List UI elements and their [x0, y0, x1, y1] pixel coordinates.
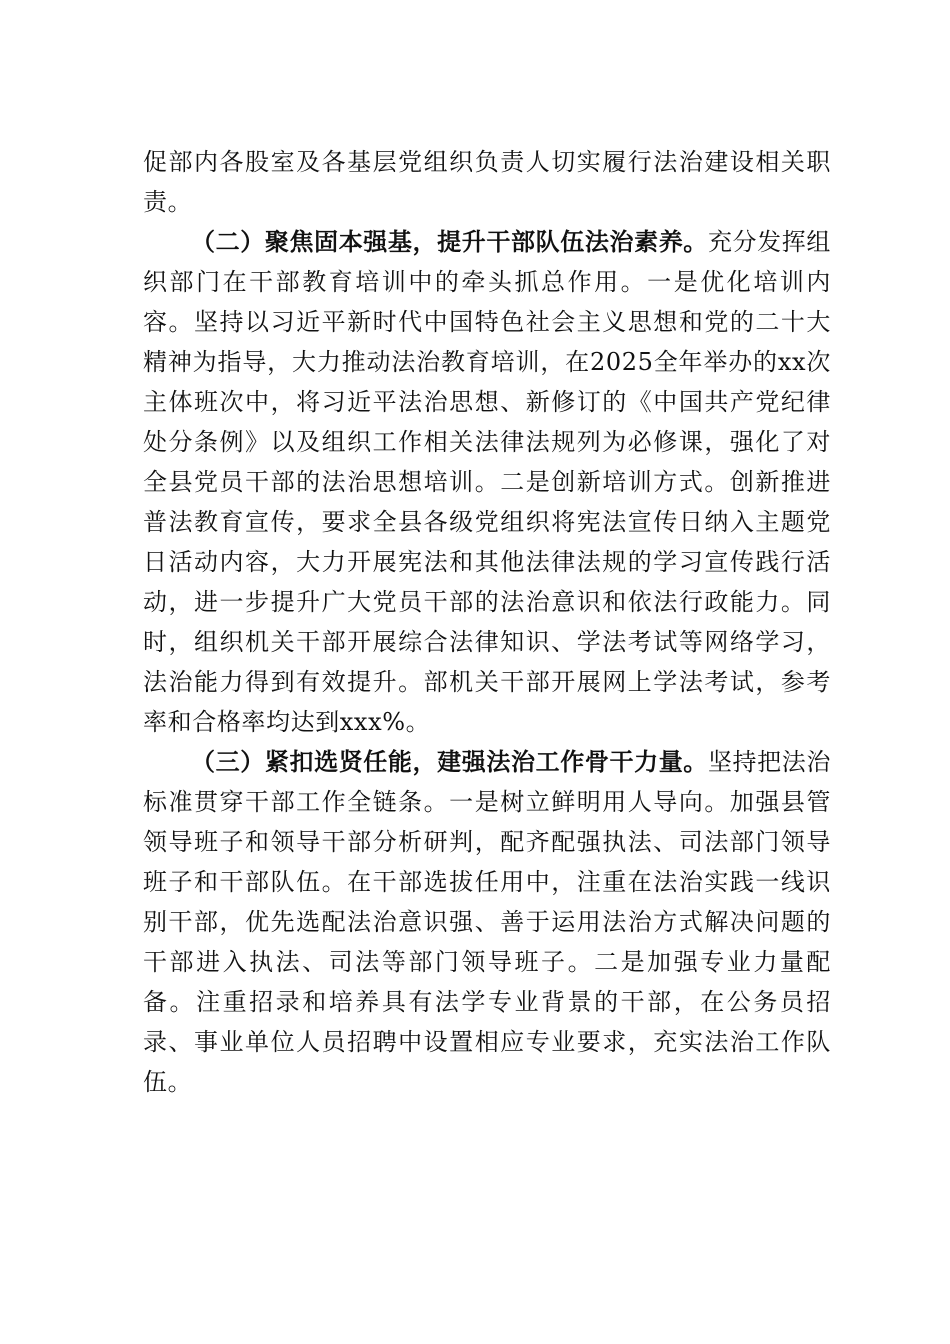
paragraph-section-2 — [143, 222, 831, 742]
paragraph-section-3 — [143, 742, 831, 1102]
document-body — [143, 142, 831, 1102]
paragraph-text: 充分发挥组织部门在干部教育培训中的牵头抓总作用。一是优化培训内容。坚持以习近平新时代中国特色社会主义思想和党的二十大精神为指导，大力推动法治教育培训，在2025全年举办的xx次主体班次中，将习近平法治思想、新修订的《中国共产党纪律处分条例》以及组织工作相关法律法规列为必修课，强化了对全县党员干部的法治思想培训。二是创新培训方式。创新推进普法教育宣传，要求全县各级党组织将宪法宣传日纳入主题党日活动内容，大力开展宪法和其他法律法规的学习宣传践行活动，进一步提升广大党员干部的法治意识和依法行政能力。同时，组织机关干部开展综合法律知识、学法考试等网络学习，法治能力得到有效提升。部机关干部开展网上学法考试，参考率和合格率均达到xxx%。 — [143, 228, 831, 736]
section-heading: （三）紧扣选贤任能，建强法治工作骨干力量。 — [191, 747, 708, 776]
section-heading: （二）聚焦固本强基，提升干部队伍法治素养。 — [191, 227, 708, 256]
paragraph-continued — [143, 142, 831, 222]
paragraph-text: 促部内各股室及各基层党组织负责人切实履行法治建设相关职责。 — [143, 148, 831, 216]
paragraph-text: 坚持把法治标准贯穿干部工作全链条。一是树立鲜明用人导向。加强县管领导班子和领导干部分析研判，配齐配强执法、司法部门领导班子和干部队伍。在干部选拔任用中，注重在法治实践一线识别干部，优先选配法治意识强、善于运用法治方式解决问题的干部进入执法、司法等部门领导班子。二是加强专业力量配备。注重招录和培养具有法学专业背景的干部，在公务员招录、事业单位人员招聘中设置相应专业要求，充实法治工作队伍。 — [143, 748, 831, 1096]
